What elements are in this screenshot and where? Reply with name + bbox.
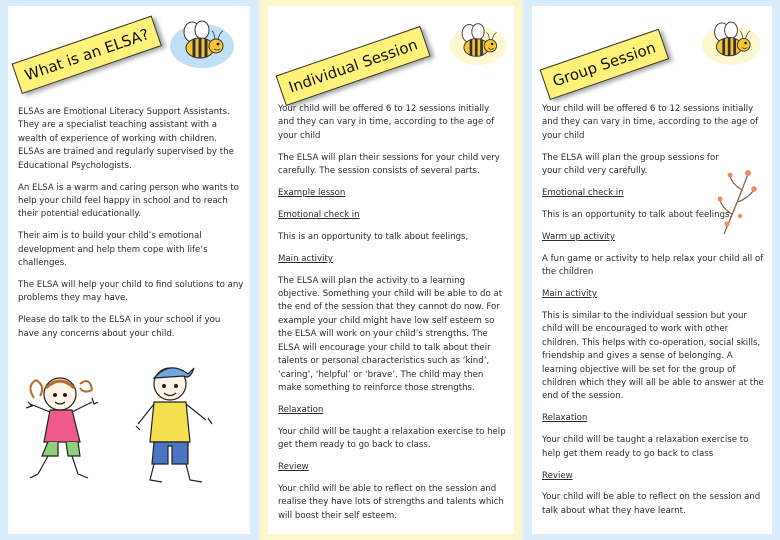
paragraph: Your child will be able to reflect on the session and realise they have lots of strengths and talents which will boost their self esteem. xyxy=(278,483,504,521)
bee-icon xyxy=(168,18,236,70)
bee-icon xyxy=(700,18,762,68)
panel-body xyxy=(18,106,244,350)
title-banner: Individual Session xyxy=(276,26,431,106)
paragraph: The ELSA will plan the group sessions for your child very carefully. xyxy=(542,152,719,177)
panel-page xyxy=(532,6,772,534)
children-illustration xyxy=(22,346,222,496)
paragraph: Their aim is to build your child’s emotional development and help them cope with life’s challenges. xyxy=(18,231,208,269)
paragraph: This is similar to the individual session but your child will be encouraged to work with other children. This helps with co-operation, social skills, friendship and gives a sense of belonging. A learning objective will be set for the group of children which they will all be able to answer at the end of the session. xyxy=(542,310,764,402)
paragraph: Your child will be offered 6 to 12 sessions initially and they can vary in time, according to the age of your child xyxy=(278,104,495,141)
bee-icon xyxy=(448,20,508,68)
section-heading: Warm up activity xyxy=(542,231,616,242)
section-heading: Emotional check in xyxy=(542,188,624,199)
panel-body xyxy=(542,103,766,527)
section-heading: Review xyxy=(542,470,573,481)
paragraph: Your child will be able to reflect on the session and talk about what they have learnt. xyxy=(542,492,761,516)
panel-page xyxy=(268,6,514,534)
paragraph: Your child will be taught a relaxation exercise to help get them ready to go back to class. xyxy=(278,426,506,451)
section-heading: Relaxation xyxy=(542,413,588,424)
paragraph: Please do talk to the ELSA in your school if you have any concerns about your child. xyxy=(18,315,221,339)
section-heading: Relaxation xyxy=(278,404,324,415)
paragraph: This is an opportunity to talk about feelings, xyxy=(278,231,469,242)
panel-page xyxy=(8,6,250,534)
title-banner: What is an ELSA? xyxy=(12,15,163,94)
paragraph: This is an opportunity to talk about feelings, xyxy=(542,209,733,220)
section-heading: Main activity xyxy=(278,253,333,264)
section-heading: Emotional check in xyxy=(278,209,360,220)
paragraph: A fun game or activity to help relax your child all of the children xyxy=(542,253,764,278)
paragraph: The ELSA will help your child to find solutions to any problems they may have. xyxy=(18,279,244,304)
section-heading: Main activity xyxy=(542,289,597,300)
paragraph: The ELSA will plan their sessions for your child very carefully. The session consists of several parts. xyxy=(278,152,500,177)
panel-body xyxy=(278,103,508,532)
section-heading: Example lesson xyxy=(278,188,346,199)
section-heading: Review xyxy=(278,462,309,473)
paragraph: The ELSA will plan the activity to a learning objective. Something your child will be able to do at the end of the session that they cannot do now. For example your child might have low self esteem so the ELSA will work on your child’s strengths. The ELSA will encourage your child to talk about their talents or personal characteristics such as ‘kind’, ‘caring’, ‘helpful’ or ‘brave’. The child may then make something to reinforce those strengths. xyxy=(278,275,503,393)
paragraph: An ELSA is a warm and caring person who wants to help your child feel happy in school and to reach their potential educationally. xyxy=(18,182,239,220)
paragraph: ELSAs are Emotional Literacy Support Assistants. They are a specialist teaching assistant with a wealth of experience of working with children. ELSAs are trained and regularly supervised by the Educational Psychologists. xyxy=(18,107,234,171)
panel-individual-session xyxy=(260,0,522,540)
panel-group-session xyxy=(524,0,780,540)
paragraph: Your child will be offered 6 to 12 sessions initially and they can vary in time, according to the age of your child xyxy=(542,104,759,141)
paragraph: Your child will be taught a relaxation exercise to help get them ready to go back to class xyxy=(542,435,749,459)
title-banner: Group Session xyxy=(540,29,669,100)
panel-what-is-elsa xyxy=(0,0,258,540)
